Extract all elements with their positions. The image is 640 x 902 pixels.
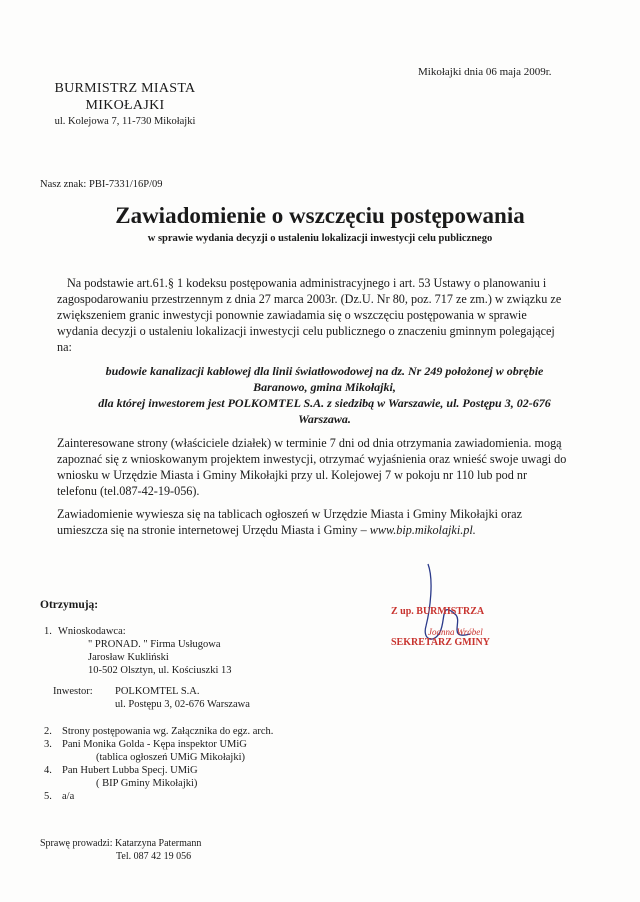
recipients-heading: Otrzymują: [40,599,99,611]
recipient-number: 2. [44,726,52,737]
investment-line: Warszawa. [298,412,351,426]
recipient-number: 3. [44,739,52,750]
paragraph-legal-basis [57,275,592,355]
recipient-number: 4. [44,765,52,776]
paragraph-line: Na podstawie art.61.§ 1 kodeksu postępowania administracyjnego i art. 53 Ustawy o planowaniu i [67,276,547,290]
recipient-item-note: ( BIP Gminy Mikołajki) [96,778,198,789]
applicant-line: 10-502 Olsztyn, ul. Kościuszki 13 [88,665,232,676]
recipient-item: Strony postępowania wg. Załącznika do egz. arch. [62,726,274,737]
investor-label: Inwestor: [53,686,93,697]
paragraph-line: wydania decyzji o ustaleniu lokalizacji inwestycji celu publicznego o znaczeniu gminnym polegającej [57,324,555,338]
stamp-line1: Z up. BURMISTRZA [391,606,485,617]
document-date: Mikołajki dnia 06 maja 2009r. [418,66,552,78]
investment-line: dla której inwestorem jest POLKOMTEL S.A. z siedzibą w Warszawie, ul. Postępu 3, 02-676 [98,396,551,410]
stamp-line2: SEKRETARZ GMINY [391,637,490,648]
authority-address: ul. Kolejowa 7, 11-730 Mikołajki [54,116,196,127]
recipient-number: 1. [44,626,52,637]
paragraph-line: Zainteresowane strony (właściciele działek) w terminie 7 dni od dnia otrzymania zawiadomienia. mogą [57,436,562,450]
paragraph-line: zapoznać się z wnioskowanym projektem inwestycji, otrzymać wyjaśnienia oraz wnieść swoje uwagi do [57,452,567,466]
investment-description [57,363,592,427]
authority-line1: BURMISTRZ MIASTA [54,81,196,96]
applicant-label: Wnioskodawca: [58,626,126,637]
paragraph-line: umieszcza się na stronie internetowej Urzędu Miasta i Gminy – [57,523,370,537]
bip-link[interactable]: www.bip.mikolajki.pl. [369,523,476,537]
recipient-item: Pan Hubert Lubba Specj. UMiG [62,765,198,776]
paragraph-line: zagospodarowaniu przestrzennym z dnia 27 marca 2003r. (Dz.U. Nr 80, poz. 717 ze zm.) w związku ze [57,292,562,306]
document-subtitle: w sprawie wydania decyzji o ustaleniu lokalizacji inwestycji celu publicznego [147,233,493,244]
authority-name [40,80,210,114]
recipient-item: a/a [62,791,75,802]
authority-line2: MIKOŁAJKI [85,98,165,113]
paragraph-line: zwiększeniem granic inwestycji ponownie zawiadamia się o wszczęciu postępowania w sprawie [57,308,527,322]
investment-line: budowie kanalizacji kablowej dla linii światłowodowej na dz. Nr 249 położonej w obrębie [105,364,544,378]
paragraph-line: telefonu (tel.087-42-19-056). [57,484,200,498]
paragraph-publication [57,506,592,538]
applicant-line: " PRONAD. " Firma Usługowa [88,639,221,650]
recipient-item: Pani Monika Golda - Kępa inspektor UMiG [62,739,247,750]
reference-number: Nasz znak: PBI-7331/16P/09 [40,179,163,190]
investor-line: ul. Postępu 3, 02-676 Warszawa [115,699,250,710]
recipients-list [0,625,640,835]
case-officer-phone: Tel. 087 42 19 056 [116,851,192,862]
recipient-item-note: (tablica ogłoszeń UMiG Mikołajki) [96,752,246,763]
investor-line: POLKOMTEL S.A. [115,686,200,697]
paragraph-line: wniosku w Urzędzie Miasta i Gminy Mikołajki przy ul. Kolejowej 7 w pokoju nr 110 lub pod nr [57,468,528,482]
stamp-name: Joanna Wróbel [428,627,483,637]
document-title: Zawiadomienie o wszczęciu postępowania [115,203,525,228]
case-officer: Sprawę prowadzi: Katarzyna Patermann [40,838,202,849]
applicant-line: Jarosław Kukliński [88,652,169,663]
paragraph-parties [57,435,592,499]
recipient-number: 5. [44,791,52,802]
paragraph-line: na: [57,340,72,354]
paragraph-line: Zawiadomienie wywiesza się na tablicach ogłoszeń w Urzędzie Miasta i Gminy Mikołajki oraz [57,507,522,521]
investment-line: Baranowo, gmina Mikołajki, [253,380,396,394]
